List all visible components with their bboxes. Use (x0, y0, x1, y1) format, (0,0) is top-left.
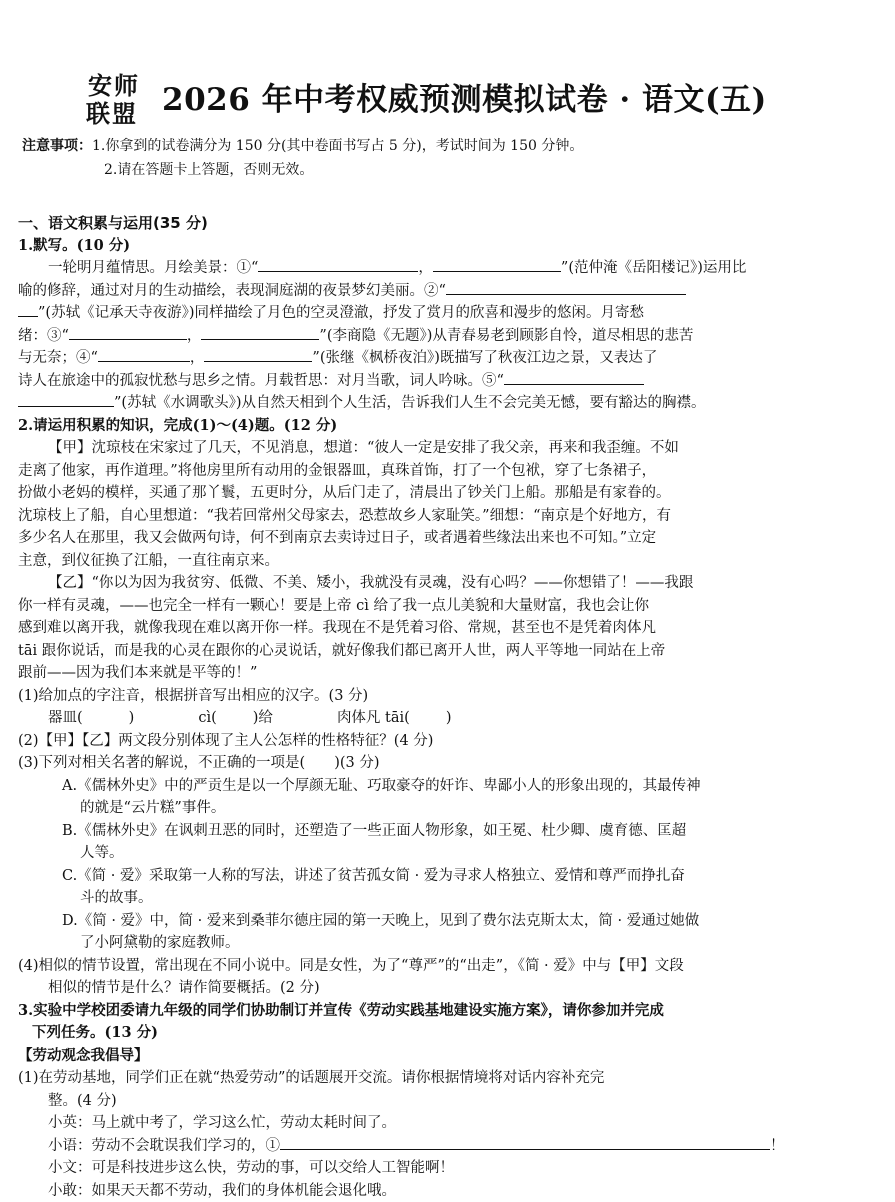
q1-text: 一轮明月蕴情思。月绘美景：①“ (48, 260, 258, 276)
answer-line[interactable] (280, 1135, 770, 1150)
option-d[interactable]: D.《简 · 爱》中，简 · 爱来到桑菲尔德庄园的第一天晚上，见到了费尔法克斯太太，简 · 爱通过她做 (18, 910, 878, 933)
dialogue-text: 小语：劳动不会耽误我们学习的，① (48, 1138, 280, 1154)
dialogue-line (18, 1135, 878, 1158)
q1-text: ， (190, 350, 205, 366)
passage-line: 主意，到仪征换了江船，一直往南京来。 (18, 550, 878, 573)
answer-blank[interactable] (504, 370, 644, 385)
notice-item-1: 1.你拿到的试卷满分为 150 分(其中卷面书写占 5 分)，考试时间为 150 分钟。 (92, 138, 583, 154)
dialogue-line: 小英：马上就中考了，学习这么忙，劳动太耗时间了。 (18, 1112, 878, 1135)
answer-blank[interactable] (204, 347, 312, 362)
dialogue-line: 小文：可是科技进步这么快，劳动的事，可以交给人工智能啊！ (18, 1157, 878, 1180)
passage-line: 沈琼枝上了船，自心里想道：“我若回常州父母家去，恐惹故乡人家耻笑。”细想：“南京是个好地方，有 (18, 505, 878, 528)
q2-part4: (4)相似的情节设置，常出现在不同小说中。同是女性，为了“尊严”的“出走”，《简 · 爱》中与【甲】文段 (18, 955, 878, 978)
answer-blank[interactable] (18, 302, 38, 317)
option-b[interactable]: B.《儒林外史》在讽刺丑恶的同时，还塑造了一些正面人物形象，如王冕、杜少卿、虞育德、匡超 (18, 820, 878, 843)
q1-line (18, 302, 878, 325)
alliance-logo (86, 72, 156, 130)
q1-line (18, 370, 878, 393)
q1-line (18, 257, 878, 280)
q1-title: 1.默写。(10 分) (18, 235, 878, 258)
q1-line (18, 325, 878, 348)
logo-line2: 联盟 (86, 100, 138, 127)
q1-text: ， (418, 260, 433, 276)
item-text: 器皿( (48, 710, 83, 726)
answer-blank[interactable] (98, 347, 190, 362)
q1-line (18, 392, 878, 415)
q3-part1-cont: 整。(4 分) (18, 1090, 878, 1113)
option-c-cont: 斗的故事。 (18, 887, 878, 910)
answer-blank[interactable] (258, 257, 418, 272)
q3-part1: (1)在劳动基地，同学们正在就“热爱劳动”的话题展开交流。请你根据情境将对话内容补充完 (18, 1067, 878, 1090)
questions (18, 212, 878, 1202)
passage-line: 感到难以离开我，就像我现在难以离开你一样。我现在不是凭着习俗、常规，甚至也不是凭着肉体凡 (18, 617, 878, 640)
passage-line: tāi 跟你说话，而是我的心灵在跟你的心灵说话，就好像我们都已离开人世，两人平等地一同站在上帝 (18, 640, 878, 663)
passage-yi (18, 572, 878, 685)
passage-line: 跟前——因为我们本来就是平等的！” (18, 662, 878, 685)
q1-text: ”(范仲淹《岳阳楼记》)运用比 (561, 260, 746, 276)
answer-blank[interactable] (433, 257, 561, 272)
notice-block (22, 135, 882, 183)
q2-part1: (1)给加点的字注音，根据拼音写出相应的汉字。(3 分) (18, 685, 878, 708)
q1-text: ”(李商隐《无题》)从青春易老到顾影自怜，道尽相思的悲苦 (319, 328, 693, 344)
item-text: 肉体凡 tāi( (337, 710, 410, 726)
answer-blank[interactable] (446, 280, 686, 295)
header (86, 72, 846, 134)
answer-blank[interactable] (69, 325, 187, 340)
item-text: ) (446, 710, 452, 726)
q1-text: ”(张继《枫桥夜泊》)既描写了秋夜江边之景，又表达了 (312, 350, 657, 366)
q1-text: 绪：③“ (18, 328, 69, 344)
passage-line: 【乙】“你以为因为我贫穷、低微、不美、矮小，我就没有灵魂，没有心吗？——你想错了！——我跟 (18, 572, 878, 595)
option-c[interactable]: C.《简 · 爱》采取第一人称的写法，讲述了贫苦孤女简 · 爱为寻求人格独立、爱情和尊严而挣扎奋 (18, 865, 878, 888)
q1-line (18, 347, 878, 370)
q1-text: ， (187, 328, 202, 344)
answer-blank[interactable] (201, 325, 319, 340)
logo-line1: 安师 (88, 72, 140, 99)
q2-part3: (3)下列对相关名著的解说，不正确的一项是( )(3 分) (18, 752, 878, 775)
q3-title: 3.实验中学校团委请九年级的同学们协助制订并宣传《劳动实践基地建设实施方案》，请你参加并完成 (18, 1000, 878, 1023)
q1-line (18, 280, 878, 303)
q1-text: ”(苏轼《记承天寺夜游》)同样描绘了月色的空灵澄澈，抒发了赏月的欣喜和漫步的悠闲。月寄愁 (38, 305, 644, 321)
q1-text: 与无奈；④“ (18, 350, 98, 366)
item-text: cì( (198, 710, 216, 726)
passage-line: 多少名人在那里，我又会做两句诗，何不到南京去卖诗过日子，或者遇着些缘法出来也不可知。”立定 (18, 527, 878, 550)
item-text: ) (129, 710, 135, 726)
dialogue-text: ！ (770, 1138, 785, 1154)
passage-jia (18, 437, 878, 572)
section-heading: 一、语文积累与运用(35 分) (18, 212, 878, 235)
exam-title: 2026 年中考权威预测模拟试卷 · 语文(五) (162, 80, 767, 120)
dialogue-line: 小敢：如果天天都不劳动，我们的身体机能会退化哦。 (18, 1180, 878, 1202)
q1-text: 喻的修辞，通过对月的生动描绘，表现洞庭湖的夜景梦幻美丽。②“ (18, 283, 446, 299)
item-text: )给 (253, 710, 273, 726)
option-b-cont: 人等。 (18, 842, 878, 865)
option-a-cont: 的就是“云片糕”事件。 (18, 797, 878, 820)
notice-item-2: 2.请在答题卡上答题，否则无效。 (104, 162, 313, 178)
option-d-cont: 了小阿黛勒的家庭教师。 (18, 932, 878, 955)
q3-subheading: 【劳动观念我倡导】 (18, 1045, 878, 1068)
passage-line: 扮做小老妈的模样，买通了那丫鬟，五更时分，从后门走了，清晨出了钞关门上船。那船是有家眷的。 (18, 482, 878, 505)
q2-title: 2.请运用积累的知识，完成(1)～(4)题。(12 分) (18, 415, 878, 438)
q1-text: 诗人在旅途中的孤寂忧愁与思乡之情。月载哲思：对月当歌，词人吟咏。⑤“ (18, 373, 504, 389)
option-a[interactable]: A.《儒林外史》中的严贡生是以一个厚颜无耻、巧取豪夺的奸诈、卑鄙小人的形象出现的，其最传神 (18, 775, 878, 798)
q2-part1-items (18, 707, 878, 730)
q2-part4-cont: 相似的情节是什么？请作简要概括。(2 分) (18, 977, 878, 1000)
passage-line: 你一样有灵魂，——也完全一样有一颗心！要是上帝 cì 给了我一点儿美貌和大量财富，我也会让你 (18, 595, 878, 618)
q3-title-cont: 下列任务。(13 分) (18, 1022, 878, 1045)
q1-text: ”(苏轼《水调歌头》)从自然天相到个人生活，告诉我们人生不会完美无憾，要有豁达的胸襟。 (114, 395, 705, 411)
notice-label: 注意事项： (22, 138, 92, 154)
passage-line: 【甲】沈琼枝在宋家过了几天，不见消息，想道：“彼人一定是安排了我父亲，再来和我歪缠。不如 (18, 437, 878, 460)
passage-line: 走离了他家，再作道理。”将他房里所有动用的金银器皿，真珠首饰，打了一个包袱，穿了七条裙子， (18, 460, 878, 483)
answer-blank[interactable] (18, 392, 114, 407)
q2-part2: (2)【甲】【乙】两文段分别体现了主人公怎样的性格特征？(4 分) (18, 730, 878, 753)
